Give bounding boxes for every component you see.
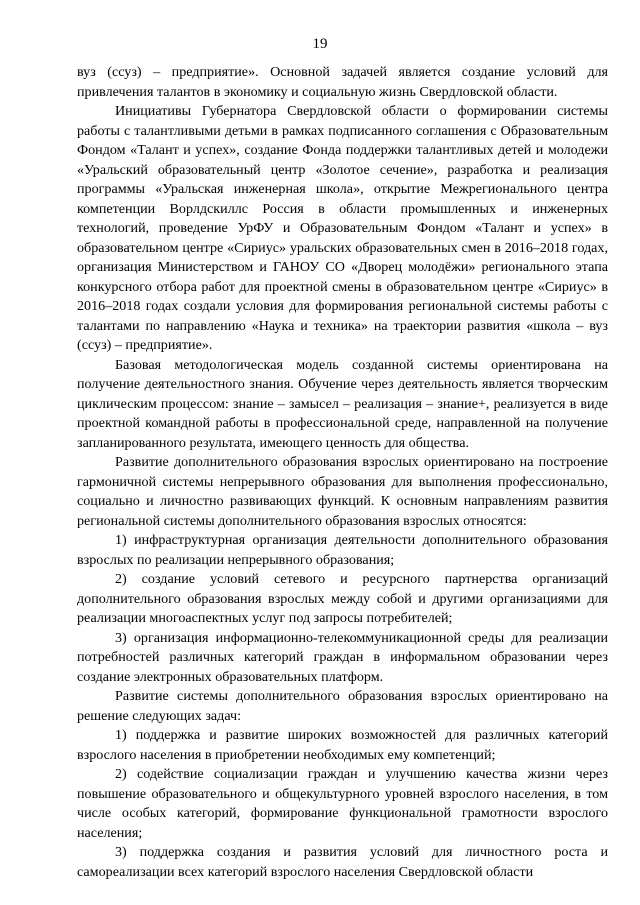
- list-item-task-1: 1) поддержка и развитие широких возможностей для различных категорий взрослого населения в приобретении необходимых ему компетенций;: [77, 727, 608, 763]
- paragraph-continuation: вуз (ссуз) – предприятие». Основной задачей является создание условий для привлечения талантов в экономику и социальную жизнь Свердловской области.: [77, 64, 608, 100]
- paragraph-tasks-intro: Развитие системы дополнительного образования взрослых ориентировано на решение следующих задач:: [77, 688, 608, 724]
- list-item-direction-3: 3) организация информационно-телекоммуникационной среды для реализации потребностей различных категорий граждан в информальном образовании через создание электронных образовательных платформ.: [77, 629, 608, 685]
- document-body: [77, 63, 608, 882]
- list-item-task-3: 3) поддержка создания и развития условий для личностного роста и самореализации всех категорий взрослого населения Свердловской области: [77, 844, 608, 880]
- page-number: 19: [312, 36, 328, 52]
- list-item-direction-2: 2) создание условий сетевого и ресурсного партнерства организаций дополнительного образования взрослых между собой и другими организациями для реализации многоаспектных услуг под запросы потребителей;: [77, 571, 608, 626]
- paragraph-methodological-model: Базовая методологическая модель созданной системы ориентирована на получение деятельностного знания. Обучение через деятельность является творческим циклическим процессом: знание – замысел – реализация – знание+, реализуется в виде проектной командной работы в профессиональной среде, направленной на получение запланированного результата, имеющего ценность для общества.: [77, 356, 608, 451]
- list-item-direction-1: 1) инфраструктурная организация деятельности дополнительного образования взрослых по реализации непрерывного образования;: [77, 532, 608, 568]
- paragraph-governor-initiatives: Инициативы Губернатора Свердловской области о формировании системы работы с талантливыми детьми в рамках подписанного соглашения с Образовательным Фондом «Талант и успех», создание Фонда поддержки талантливых детей и молодежи «Уральский образовательный центр «Золотое сечение», разработка и реализация программы «Уральская инженерная школа», открытие Межрегионального центра компетенции Ворлдскиллс Россия в области промышленных и инженерных технологий, проведение УрФУ и Образовательным Фондом «Талант и успех» в образовательном центре «Сириус» уральских образовательных смен в 2016–2018 годах, организация Министерством и ГАНОУ СО «Дворец молодёжи» регионального этапа конкурсного отбора работ для проектной смены в образовательном центре «Сириус» в 2016–2018 годах создали условия для формирования региональной системы работы с талантами по направлению «Наука и техника» на траектории развития «школа – вуз (ссуз) – предприятие».: [77, 103, 608, 353]
- list-item-task-2: 2) содействие социализации граждан и улучшению качества жизни через повышение образовательного и общекультурного уровней взрослого населения, в том числе особых категорий, формирование функциональной грамотности взрослого населения;: [77, 766, 608, 841]
- paragraph-adult-education-development: Развитие дополнительного образования взрослых ориентировано на построение гармоничной системы непрерывного образования для выполнения профессионально, социально и личностно развивающих функций. К основным направлениям развития региональной системы дополнительного образования взрослых относятся:: [77, 454, 608, 529]
